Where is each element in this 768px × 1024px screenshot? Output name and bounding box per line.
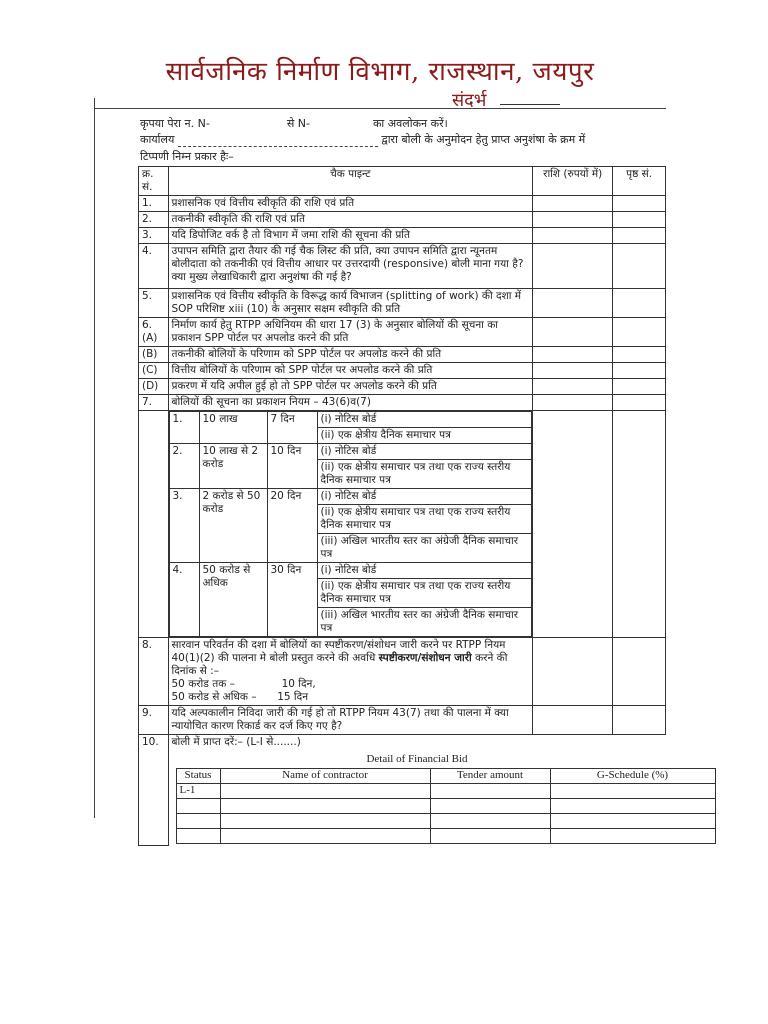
page-cell [613,411,666,638]
rule-number: 4. [169,563,199,637]
table-row [139,735,666,846]
row-text: वित्तीय बोलियों के परिणाम को SPP पोर्टल पर अपलोड करने की प्रति [168,363,533,379]
table-row [139,379,666,395]
row-number: 4. [139,244,169,289]
amount-cell [533,228,613,244]
rule-medium: (ii) एक क्षेत्रीय समाचार पत्र तथा एक राज्य स्तरीय दैनिक समाचार पत्र [317,460,532,489]
amount-cell [533,395,613,411]
header-page: पृष्ठ सं. [613,167,666,196]
rule-days: 20 दिन [267,489,317,563]
g-schedule-cell [550,784,715,799]
table-header-row [139,167,666,196]
amount-cell [533,347,613,363]
row-text: प्रशासनिक एवं वित्तीय स्वीकृति की राशि एवं प्रति [168,196,533,212]
rule-row [169,444,532,460]
table-row [139,289,666,318]
rule-amount: 50 करोड से अधिक [199,563,267,637]
table-row [139,638,666,706]
table-row [139,395,666,411]
row-text: निर्माण कार्य हेतु RTPP अधिनियम की धारा 17 (3) के अनुसार बोलियों की सूचना का प्रकाशन SPP पोर्टल पर अपलोड करने की प्रति [168,318,533,347]
table-row [139,347,666,363]
amount-cell [533,318,613,347]
clarification-text: सारवान परिवर्तन की दशा में बोलियों का स्पष्टीकरण/संशोधन जारी करने पर RTPP नियम 40(1)(2) की पालना मे बोली प्रस्तुत करने की अवधि [171,639,506,664]
amount-cell [533,244,613,289]
rule-medium: (ii) एक क्षेत्रीय दैनिक समाचार पत्र [317,428,532,444]
rates-cell [168,735,669,846]
page-cell [613,638,666,706]
row-text: प्रकरण में यदि अपील हुई हो तो SPP पोर्टल पर अपलोड करने की प्रति [168,379,533,395]
rule-number: 3. [169,489,199,563]
row-number: 5. [139,289,169,318]
page-cell [613,228,666,244]
status-cell: L-1 [176,784,220,799]
financial-bid-table [176,768,716,844]
row-number: 2. [139,212,169,228]
row-number: 3. [139,228,169,244]
rule-amount: 10 लाख से 2 करोड [199,444,267,489]
rule-medium: (i) नोटिस बोर्ड [317,444,532,460]
rule-number: 2. [169,444,199,489]
financial-header-row [176,769,715,784]
page-cell [613,395,666,411]
row-number: 7. [139,395,169,411]
intro-line-1 [140,116,448,131]
checkpoint-table [138,166,669,846]
table-row [139,363,666,379]
top-rule [94,108,666,109]
limit-value-2: 15 दिन [277,691,309,703]
page-cell [613,318,666,347]
intro-line-2 [140,132,585,147]
page-cell [613,347,666,363]
limit-label-1: 50 करोड तक – [171,678,235,690]
row-number: 8. [139,638,169,706]
table-row [139,318,666,347]
row-text: बोलियों की सूचना का प्रकाशन नियम – 43(6)व(7) [168,395,533,411]
row-number: (B) [139,347,169,363]
row-text: प्रशासनिक एवं वित्तीय स्वीकृति के विरूद्ध कार्य विभाजन (splitting of work) की दशा में SOP परिशिष्ट xiii (10) के अनुसार सक्षम स्वीकृति की प्रति [168,289,533,318]
margin-rule [94,98,95,818]
row-text: तकनीकी स्वीकृति की राशि एवं प्रति [168,212,533,228]
row-number: 10. [139,735,169,846]
amount-cell [533,638,613,706]
row-text [168,638,533,706]
limit-value-1: 10 दिन, [281,678,316,690]
rule-row [169,563,532,579]
header-contractor: Name of contractor [220,769,430,784]
publication-rules-cell [168,411,533,638]
rule-amount: 10 लाख [199,412,267,444]
table-row [139,212,666,228]
row-text: उपापन समिति द्वारा तैयार की गई चैक लिस्ट की प्रति, क्या उपापन समिति द्वारा न्यूनतम बोलीदाता को तकनीकी एवं वित्तीय आधार पर उत्तरदायी (responsive) बोली माना गया है? क्या मुख्य लेखाधिकारी द्वारा अनुशंषा की गई है? [168,244,533,289]
rule-row [169,412,532,428]
clarification-text-end: करने की दिनांक से :– [171,652,508,677]
amount-cell [533,363,613,379]
rule-medium: (i) नोटिस बोर्ड [317,563,532,579]
amount-cell [533,212,613,228]
row-text: तकनीकी बोलियों के परिणाम को SPP पोर्टल पर अपलोड करने की प्रति [168,347,533,363]
rule-medium: (iii) अखिल भारतीय स्तर का अंग्रेजी दैनिक समाचार पत्र [317,608,532,637]
rule-medium: (i) नोटिस बोर्ड [317,489,532,505]
table-row [139,411,666,638]
tender-amount-cell [430,784,550,799]
rule-days: 7 दिन [267,412,317,444]
rule-number: 1. [169,412,199,444]
amount-cell [533,379,613,395]
intro-line-3: टिप्पणी निम्न प्रकार हैः– [140,150,234,163]
reference-blank [500,104,560,105]
header-tender-amount: Tender amount [430,769,550,784]
page-cell [613,363,666,379]
clarification-bold: स्पष्टीकरण/संशोधन जारी [378,652,472,664]
header-checkpoint: चैक पाइन्ट [168,167,533,196]
rates-label: बोली में प्राप्त दरें:– (L-I से.......) [171,736,301,748]
rule-days: 10 दिन [267,444,317,489]
office-blank [178,146,378,147]
amount-cell [533,196,613,212]
office-label: कार्यालय [140,133,175,146]
rule-row [169,489,532,505]
contractor-cell [220,784,430,799]
rule-medium: (iii) अखिल भारतीय स्तर का अंग्रेजी दैनिक समाचार पत्र [317,534,532,563]
review-label: का अवलोकन करें। [372,117,448,130]
table-row [139,244,666,289]
header-g-schedule: G-Schedule (%) [550,769,715,784]
row-text: यदि डिपोजिट वर्क है तो विभाग में जमा राशि की सूचना की प्रति [168,228,533,244]
financial-row [176,814,715,829]
table-row [139,228,666,244]
rule-medium: (ii) एक क्षेत्रीय समाचार पत्र तथा एक राज्य स्तरीय दैनिक समाचार पत्र [317,579,532,608]
row-text: यदि अल्पकालीन निविदा जारी की गई हो तो RTPP नियम 43(7) तथा की पालना में क्या न्यायोचित कारण रिकार्ड कर दर्ज किए गए है? [168,706,533,735]
page-cell [613,706,666,735]
header-serial: क्र. सं. [139,167,169,196]
rule-amount: 2 करोड से 50 करोड [199,489,267,563]
para-to-label: से N- [286,117,310,130]
financial-bid-title: Detail of Financial Bid [366,753,468,765]
row-number: (D) [139,379,169,395]
table-row [139,196,666,212]
rule-medium: (i) नोटिस बोर्ड [317,412,532,428]
amount-cell [533,706,613,735]
row-number: 9. [139,706,169,735]
page-cell [613,212,666,228]
reference-label: संदर्भ [452,90,487,111]
rule-days: 30 दिन [267,563,317,637]
rule-medium: (ii) एक क्षेत्रीय समाचार पत्र तथा एक राज्य स्तरीय दैनिक समाचार पत्र [317,505,532,534]
page-cell [613,379,666,395]
page-cell [613,196,666,212]
financial-row [176,829,715,844]
row-number: 1. [139,196,169,212]
limit-label-2: 50 करोड से अधिक – [171,691,257,703]
row-number [139,411,169,638]
table-row [139,706,666,735]
financial-row [176,784,715,799]
para-from-label: कृपया पेरा न. N- [140,117,210,130]
amount-cell [533,289,613,318]
page-cell [613,244,666,289]
amount-cell [533,411,613,638]
row-number: 6. (A) [139,318,169,347]
page-cell [613,289,666,318]
publication-rules-table [169,411,533,637]
header-amount: राशि (रुपयों में) [533,167,613,196]
header-status: Status [176,769,220,784]
page-title: सार्वजनिक निर्माण विभाग, राजस्थान, जयपुर [165,57,595,87]
row-number: (C) [139,363,169,379]
financial-row [176,799,715,814]
recommendation-text: द्वारा बोली के अनुमोदन हेतु प्राप्त अनुशंषा के क्रम में [381,133,586,146]
